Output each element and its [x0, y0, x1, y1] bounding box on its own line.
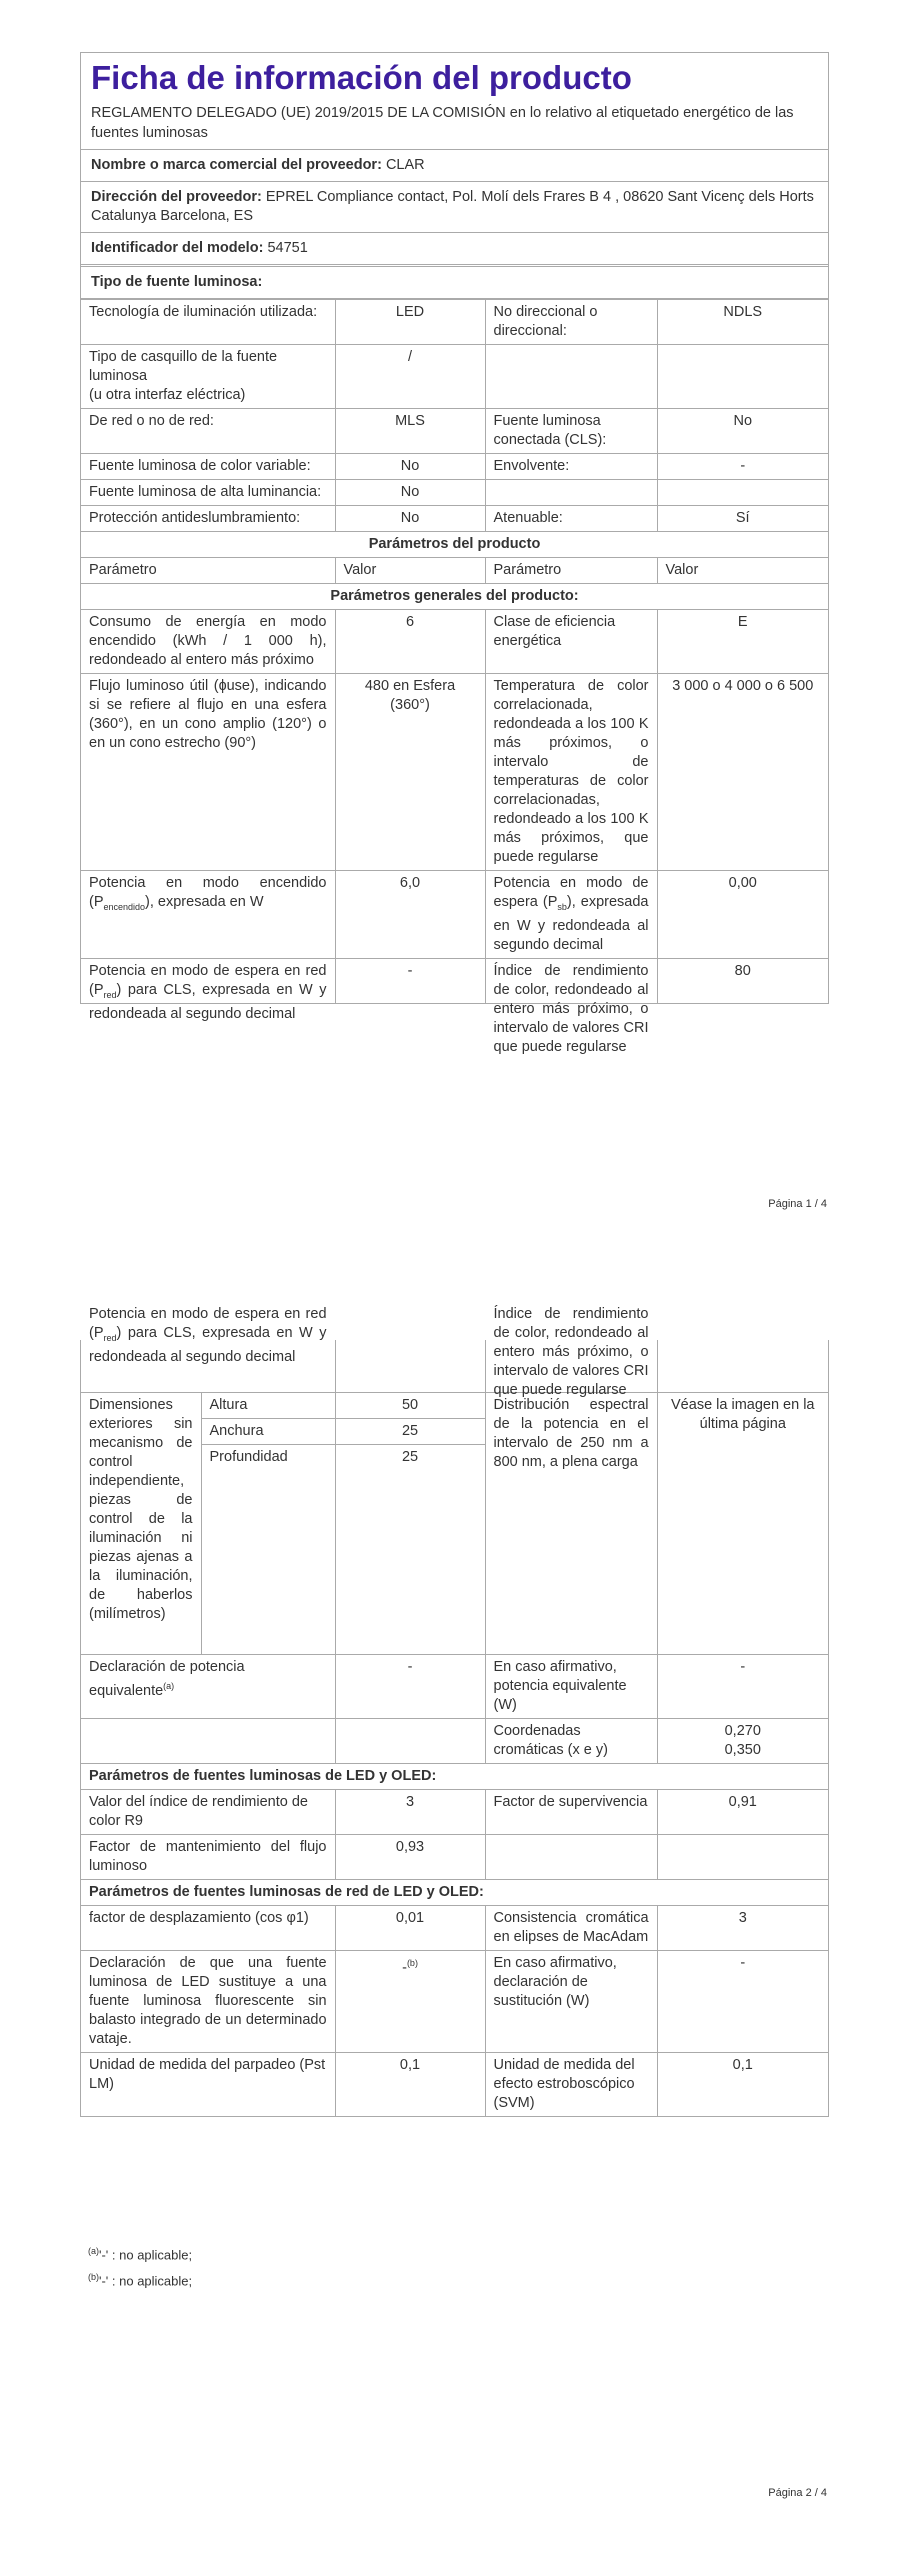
table-header-row [81, 558, 828, 584]
empty-cell [335, 1340, 485, 1393]
standby-power-value: 0,00 [657, 871, 828, 959]
empty-cell [657, 1835, 828, 1880]
table-row [81, 1951, 828, 2053]
column-header-value: Valor [657, 558, 828, 584]
model-id-value: 54751 [267, 240, 308, 256]
column-header-param: Parámetro [485, 558, 657, 584]
empty-cell [657, 345, 828, 409]
supplier-name-row [81, 150, 828, 182]
standby-power-label-b: ), expresada en W y redondeada al segundo decimal [493, 894, 649, 953]
energy-consumption-value: 6 [335, 610, 485, 674]
empty-cell [657, 480, 828, 506]
connected-label: Fuente luminosa conectada (CLS): [485, 409, 657, 454]
table-row [81, 1835, 828, 1880]
replacement-claim-value [335, 1951, 485, 2053]
standby-power-sub: sb [557, 901, 567, 912]
table-row [81, 958, 828, 1003]
light-source-type-row [81, 267, 828, 299]
color-tunable-value: No [335, 454, 485, 480]
lumen-maintenance-label: Factor de mantenimiento del flujo luminoso [81, 1835, 335, 1880]
standby-power-label-a: Potencia en modo de espera (P [493, 875, 649, 910]
flicker-label: Unidad de medida del parpadeo (Pst LM) [81, 2053, 335, 2117]
empty-cell [485, 1835, 657, 1880]
network-standby-label [81, 958, 335, 1022]
useful-flux-value: 480 en Esfera (360°) [335, 674, 485, 871]
standby-power-label [485, 871, 657, 959]
footnotes [88, 2240, 192, 2293]
cap-type-label-main: Tipo de casquillo de la fuente luminosa [89, 349, 278, 384]
envelope-value: - [657, 454, 828, 480]
flicker-value: 0,1 [335, 2053, 485, 2117]
cri-label [485, 958, 657, 1055]
mains-value: MLS [335, 409, 485, 454]
efficiency-class-label: Clase de eficiencia energética [485, 610, 657, 674]
page-number: Página 2 / 4 [768, 2487, 827, 2499]
energy-consumption-label: Consumo de energía en modo encendido (kWh / 1 000 h), redondeado al entero más próximo [81, 610, 335, 674]
footnote-a [88, 2240, 192, 2266]
color-tunable-label: Fuente luminosa de color variable: [81, 454, 335, 480]
supplier-address-label: Dirección del proveedor: [91, 189, 262, 205]
technology-value: LED [335, 300, 485, 345]
footnote-ref-a: (a) [163, 1681, 175, 1691]
table-row [81, 1655, 828, 1719]
dimension-name: Anchura [201, 1419, 335, 1445]
table-row [81, 1719, 828, 1764]
model-id-row [81, 233, 828, 267]
page-2 [0, 1290, 905, 2560]
network-standby-sub: red [103, 989, 117, 1000]
on-mode-power-label-a: Potencia en modo encendido (P [89, 875, 327, 910]
supplier-name-label: Nombre o marca comercial del proveedor: [91, 157, 382, 173]
equivalent-power-label-text: Declaración de potencia equivalente [89, 1659, 245, 1699]
table-row [81, 1790, 828, 1835]
product-sheet-page-2 [80, 1306, 829, 2117]
cri-label-text: Índice de rendimiento de color, redondeado al entero más próximo, o intervalo de valores CRI que puede regularse [493, 962, 649, 1055]
network-standby-label-continued [81, 1306, 335, 1393]
title-block [81, 53, 828, 150]
product-params-heading: Parámetros del producto [81, 532, 828, 558]
footnote-b [88, 2266, 192, 2292]
cct-label: Temperatura de color correlacionada, redondeada a los 100 K más próximos, o intervalo de temperaturas de color correlacionadas, redondeado a los 100 K más próximos, que puede regularse [485, 674, 657, 871]
technology-label: Tecnología de iluminación utilizada: [81, 300, 335, 345]
on-mode-power-label-b: ), expresada en W [145, 894, 264, 910]
spd-value: Véase la imagen en la última página [657, 1393, 828, 1655]
displacement-factor-label: factor de desplazamiento (cos φ1) [81, 1906, 335, 1951]
dimensions-label: Dimensiones exteriores sin mecanismo de control independiente, piezas de control de la iluminación ni piezas ajenas a la iluminación, de haberlos (milímetros) [81, 1393, 201, 1655]
efficiency-class-value: E [657, 610, 828, 674]
connected-value: No [657, 409, 828, 454]
spd-label: Distribución espectral de la potencia en el intervalo de 250 nm a 800 nm, a plena carga [485, 1393, 657, 1655]
stroboscopic-value: 0,1 [657, 2053, 828, 2117]
stroboscopic-label: Unidad de medida del efecto estroboscópico (SVM) [485, 2053, 657, 2117]
cct-value: 3 000 o 4 000 o 6 500 [657, 674, 828, 871]
table-row [81, 674, 828, 871]
supplier-address-value: EPREL Compliance contact, Pol. Molí dels Frares B 4 , 08620 Sant Vicenç dels Horts Catalunya Barcelona, ES [91, 189, 814, 224]
empty-cell [485, 480, 657, 506]
page-number: Página 1 / 4 [768, 1198, 827, 1210]
cri-label-text: Índice de rendimiento de color, redondeado al entero más próximo, o intervalo de valores CRI que puede regularse [493, 1306, 649, 1398]
anti-glare-value: No [335, 506, 485, 532]
page-title: Ficha de información del producto [91, 59, 632, 96]
anti-glare-label: Protección antideslumbramiento: [81, 506, 335, 532]
column-header-value: Valor [335, 558, 485, 584]
footnote-b-mark: (b) [88, 2272, 99, 2283]
replacement-claim-label: Declaración de que una fuente luminosa de LED sustituye a una fuente luminosa fluorescente sin balasto integrado de un determinado vataje. [81, 1951, 335, 2053]
network-standby-sub: red [103, 1332, 117, 1343]
table-row [81, 1880, 828, 1906]
equivalent-power-value: - [335, 1655, 485, 1719]
r9-value: 3 [335, 1790, 485, 1835]
chromaticity-y: 0,350 [724, 1742, 761, 1758]
r9-label: Valor del índice de rendimiento de color R9 [81, 1790, 335, 1835]
table-row [81, 610, 828, 674]
macadam-label: Consistencia cromática en elipses de MacAdam [485, 1906, 657, 1951]
on-mode-power-sub: encendido [103, 901, 146, 912]
cap-type-label-note: (u otra interfaz eléctrica) [89, 387, 246, 403]
table-row [81, 1906, 828, 1951]
dimmable-value: Sí [657, 506, 828, 532]
high-luminance-label: Fuente luminosa de alta luminancia: [81, 480, 335, 506]
supplier-name-value: CLAR [385, 157, 425, 173]
table-row [81, 345, 828, 409]
replacement-claim-dash: - [402, 1959, 407, 1976]
empty-cell [81, 1719, 335, 1764]
survival-factor-value: 0,91 [657, 1790, 828, 1835]
table-row [81, 584, 828, 610]
equivalent-power-label [81, 1655, 335, 1719]
directional-value: NDLS [657, 300, 828, 345]
directional-label: No direccional o direccional: [485, 300, 657, 345]
network-standby-label-b: ) para CLS, expresada en W y redondeada al segundo decimal [89, 981, 327, 1022]
dimension-value: 50 [335, 1393, 485, 1419]
useful-flux-label: Flujo luminoso útil (ɸuse), indicando si se refiere al flujo en una esfera (360°), en un cono amplio (120°) o en un cono estrecho (90°) [81, 674, 335, 871]
table-row [81, 532, 828, 558]
chromaticity-value [657, 1719, 828, 1764]
high-luminance-value: No [335, 480, 485, 506]
macadam-value: 3 [657, 1906, 828, 1951]
cap-type-value: / [335, 345, 485, 409]
table-row [81, 409, 828, 454]
footnote-ref-b: (b) [406, 1958, 418, 1968]
model-id-label: Identificador del modelo: [91, 240, 264, 256]
dimmable-label: Atenuable: [485, 506, 657, 532]
product-sheet-page-1 [80, 52, 829, 1055]
table-row [81, 871, 828, 959]
light-source-type-label: Tipo de fuente luminosa: [91, 274, 263, 290]
footnote-a-text: '-' : no aplicable; [99, 2247, 193, 2263]
dimension-value: 25 [335, 1445, 485, 1655]
table-row [81, 506, 828, 532]
equivalent-power-w-value: - [657, 1655, 828, 1719]
cri-label-continued [485, 1306, 657, 1398]
empty-cell [335, 1719, 485, 1764]
network-standby-label-a: Potencia en modo de espera en red (P [89, 1306, 327, 1341]
replacement-w-label: En caso afirmativo, declaración de sustitución (W) [485, 1951, 657, 2053]
product-params-table-continued [81, 1306, 828, 2117]
table-row [81, 1764, 828, 1790]
chromaticity-x: 0,270 [724, 1723, 761, 1739]
on-mode-power-value: 6,0 [335, 871, 485, 959]
led-mains-params-heading: Parámetros de fuentes luminosas de red de LED y OLED: [81, 1880, 828, 1906]
on-mode-power-label [81, 871, 335, 959]
table-row [81, 1340, 828, 1393]
led-params-heading: Parámetros de fuentes luminosas de LED y OLED: [81, 1764, 828, 1790]
footnote-a-mark: (a) [88, 2246, 99, 2256]
table-row [81, 1393, 828, 1419]
network-standby-value: - [335, 958, 485, 1003]
dimension-name: Altura [201, 1393, 335, 1419]
chromaticity-label: Coordenadas cromáticas (x e y) [485, 1719, 657, 1764]
displacement-factor-value: 0,01 [335, 1906, 485, 1951]
light-source-table [81, 299, 828, 1055]
general-params-heading: Parámetros generales del producto: [81, 584, 828, 610]
table-row [81, 454, 828, 480]
supplier-address-row [81, 182, 828, 233]
footnote-b-text: '-' : no aplicable; [99, 2273, 193, 2289]
network-standby-label-a: Potencia en modo de espera en red (P [89, 962, 327, 998]
mains-label: De red o no de red: [81, 409, 335, 454]
lumen-maintenance-value: 0,93 [335, 1835, 485, 1880]
envelope-label: Envolvente: [485, 454, 657, 480]
cap-type-label [81, 345, 335, 409]
table-row [81, 300, 828, 345]
survival-factor-label: Factor de supervivencia [485, 1790, 657, 1835]
empty-cell [657, 1340, 828, 1393]
cri-value: 80 [657, 958, 828, 1003]
column-header-param: Parámetro [81, 558, 335, 584]
equivalent-power-w-label: En caso afirmativo, potencia equivalente (W) [485, 1655, 657, 1719]
network-standby-label-b: ) para CLS, expresada en W y redondeada al segundo decimal [89, 1325, 327, 1365]
dimension-value: 25 [335, 1419, 485, 1445]
table-row [81, 480, 828, 506]
replacement-w-value: - [657, 1951, 828, 2053]
regulation-subtitle: REGLAMENTO DELEGADO (UE) 2019/2015 DE LA COMISIÓN en lo relativo al etiquetado energético de las fuentes luminosas [91, 105, 794, 141]
dimension-name: Profundidad [201, 1445, 335, 1655]
empty-cell [485, 345, 657, 409]
table-row [81, 2053, 828, 2117]
